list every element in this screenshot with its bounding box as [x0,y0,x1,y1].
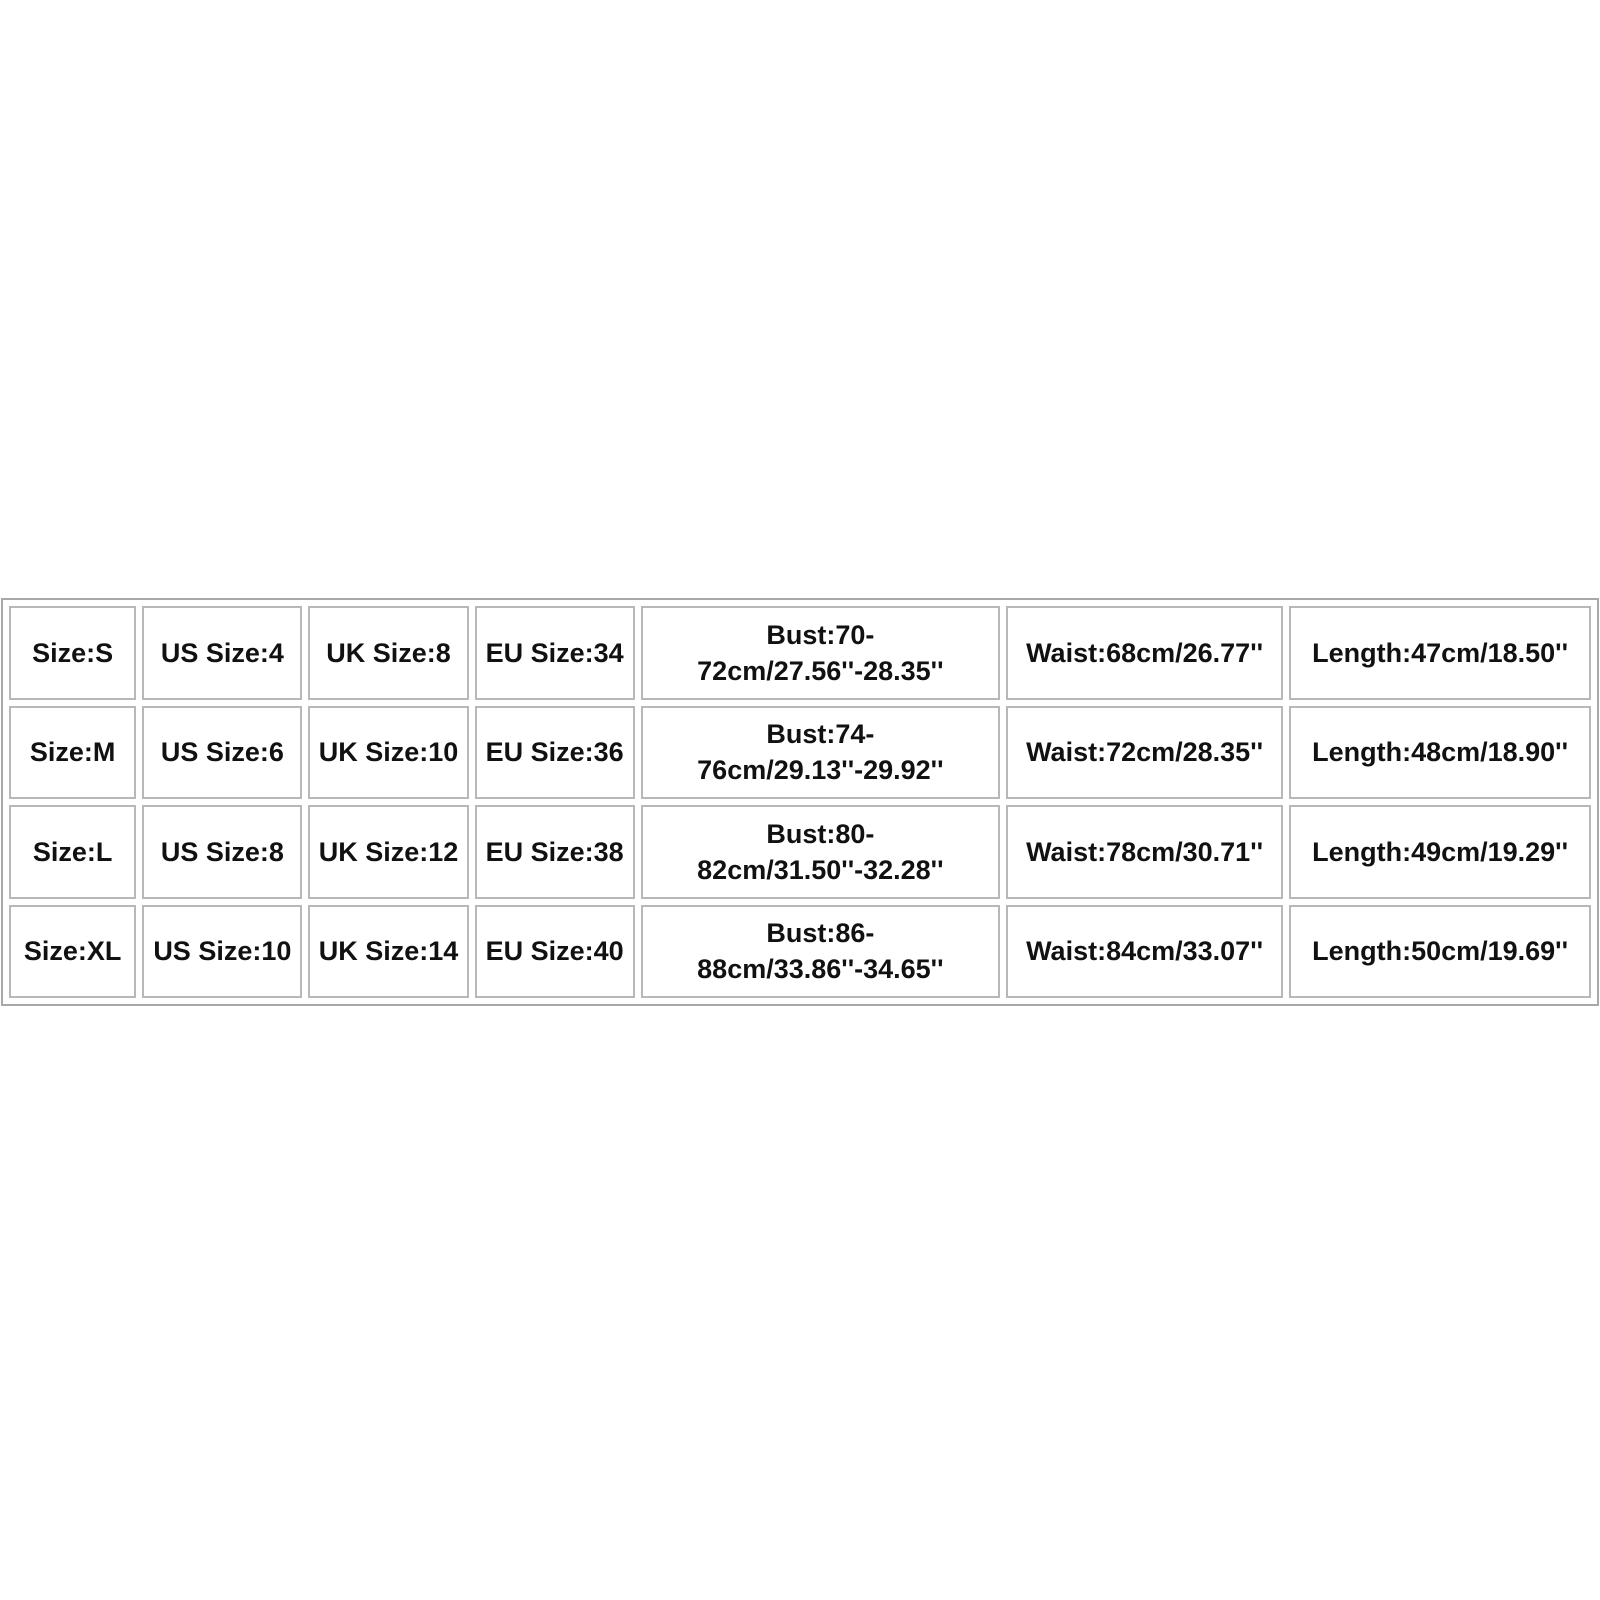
us-size-cell: US Size:8 [142,805,302,899]
uk-size-cell: UK Size:10 [308,706,468,800]
waist-cell: Waist:72cm/28.35'' [1006,706,1283,800]
eu-size-cell: EU Size:34 [475,606,635,700]
table-row-xl [9,905,1591,999]
size-cell: Size:S [9,606,136,700]
length-cell: Length:49cm/19.29'' [1289,805,1591,899]
bust-cell: Bust:74-76cm/29.13''-29.92'' [641,706,1000,800]
bust-cell: Bust:86-88cm/33.86''-34.65'' [641,905,1000,999]
eu-size-cell: EU Size:38 [475,805,635,899]
table-row-s [9,606,1591,700]
uk-size-cell: UK Size:12 [308,805,468,899]
bust-cell: Bust:80-82cm/31.50''-32.28'' [641,805,1000,899]
bust-cell: Bust:70-72cm/27.56''-28.35'' [641,606,1000,700]
waist-cell: Waist:78cm/30.71'' [1006,805,1283,899]
length-cell: Length:50cm/19.69'' [1289,905,1591,999]
uk-size-cell: UK Size:14 [308,905,468,999]
waist-cell: Waist:84cm/33.07'' [1006,905,1283,999]
uk-size-cell: UK Size:8 [308,606,468,700]
table-row-l [9,805,1591,899]
waist-cell: Waist:68cm/26.77'' [1006,606,1283,700]
table-row-m [9,706,1591,800]
eu-size-cell: EU Size:36 [475,706,635,800]
size-chart-table [1,598,1599,1006]
size-cell: Size:XL [9,905,136,999]
eu-size-cell: EU Size:40 [475,905,635,999]
length-cell: Length:48cm/18.90'' [1289,706,1591,800]
us-size-cell: US Size:6 [142,706,302,800]
length-cell: Length:47cm/18.50'' [1289,606,1591,700]
us-size-cell: US Size:10 [142,905,302,999]
size-cell: Size:L [9,805,136,899]
us-size-cell: US Size:4 [142,606,302,700]
size-cell: Size:M [9,706,136,800]
